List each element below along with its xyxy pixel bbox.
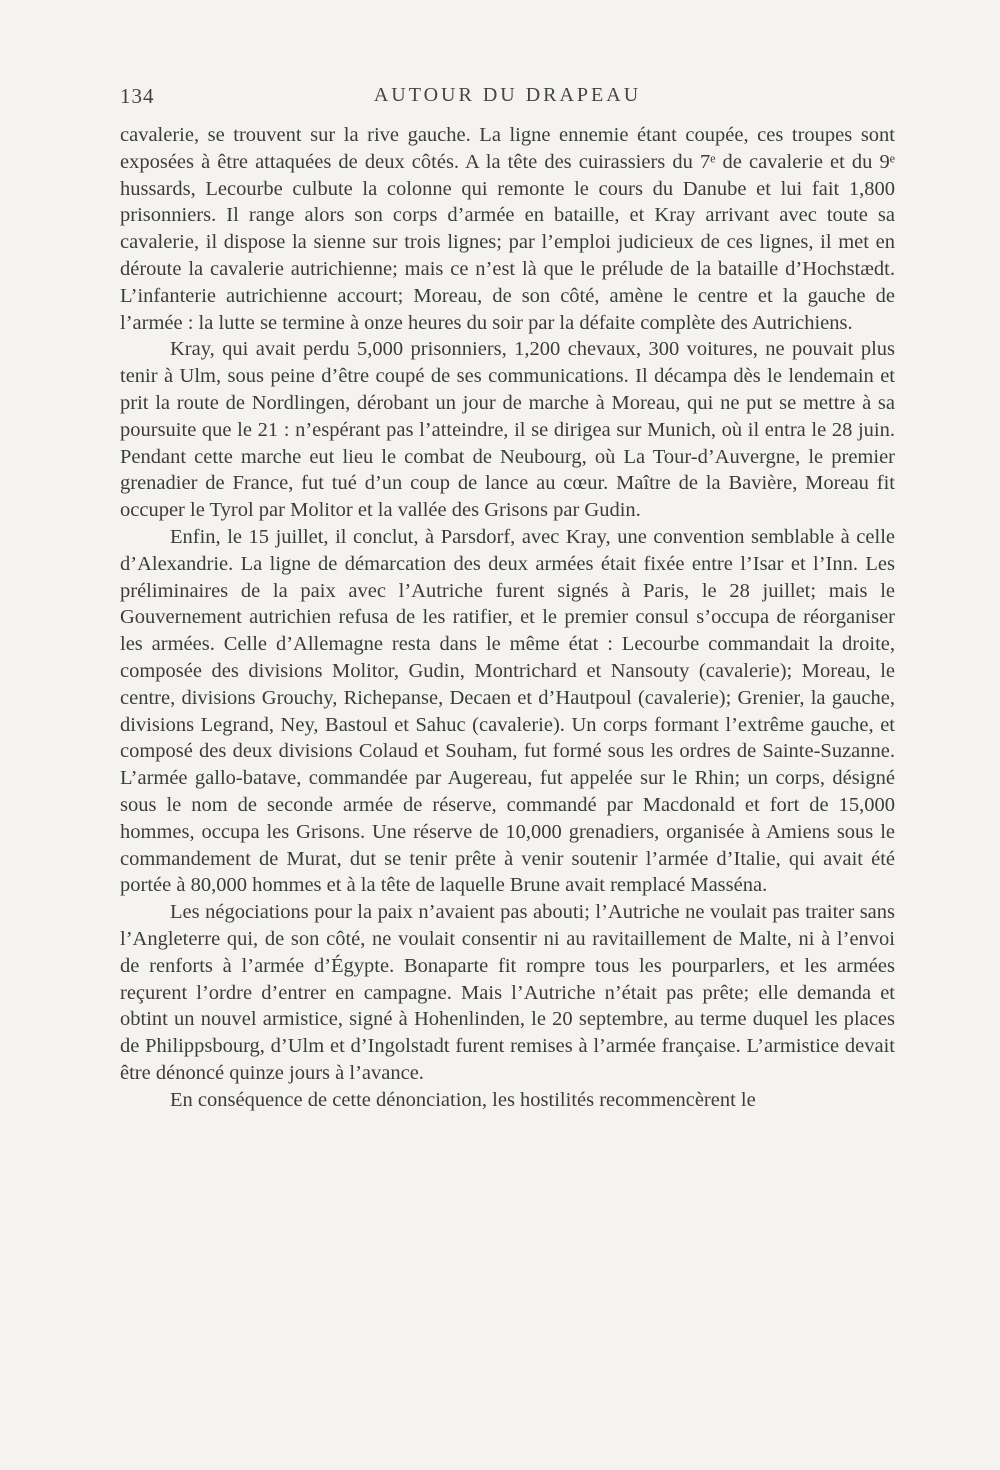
paragraph-continuation: cavalerie, se trouvent sur la rive gauche. La ligne ennemie étant coupée, ces troupes sont exposées à être attaquées de deux côtés. A la tête des cuirassiers du 7ᵉ de cavalerie et du 9ᵉ hussards, Lecourbe culbute la colonne qui remonte le cours du Danube et lui fait 1,800 prisonniers. Il range alors son corps d’armée en bataille, et Kray arrivant avec toute sa cavalerie, il dispose la sienne sur trois lignes; par l’emploi judicieux de ces lignes, il met en déroute la cavalerie autrichienne; mais ce n’est là que le prélude de la bataille d’Hochstædt. L’infanterie autrichienne accourt; Moreau, de son côté, amène le centre et la gauche de l’armée : la lutte se termine à onze heures du soir par la défaite complète des Autrichiens. xyxy=(120,124,895,334)
paragraph-kray: Kray, qui avait perdu 5,000 prisonniers, 1,200 chevaux, 300 voitures, ne pouvait plus tenir à Ulm, sous peine d’être coupé de ses communications. Il décampa dès le lendemain et prit la route de Nordlingen, dérobant un jour de marche à Moreau, qui ne put se mettre à sa poursuite que le 21 : n’espérant pas l’atteindre, il se dirigea sur Munich, où il entra le 28 juin. Pendant cette marche eut lieu le combat de Neubourg, où La Tour-d’Auvergne, le premier grenadier de France, fut tué d’un coup de lance au cœur. Maître de la Bavière, Moreau fit occuper le Tyrol par Molitor et la vallée des Grisons par Gudin. xyxy=(120,338,895,522)
running-head xyxy=(120,84,895,114)
paragraph-consequence: En conséquence de cette dénonciation, les hostilités recommencèrent le xyxy=(170,1088,756,1111)
running-title: AUTOUR DU DRAPEAU xyxy=(373,84,642,106)
paragraph-convention: Enfin, le 15 juillet, il conclut, à Parsdorf, avec Kray, une convention semblable à celle d’Alexandrie. La ligne de démarcation des deux armées était fixée entre l’Isar et l’Inn. Les préliminaires de la paix avec l’Autriche furent signés à Paris, le 28 juillet; mais le Gouvernement autrichien refusa de les ratifier, et le premier consul s’occupa de réorganiser les armées. Celle d’Allemagne resta dans le même état : Lecourbe commandait la droite, composée des divisions Molitor, Gudin, Montrichard et Nansouty (cavalerie); Moreau, le centre, divisions Grouchy, Richepanse, Decaen et d’Hautpoul (cavalerie); Grenier, la gauche, divisions Legrand, Ney, Bastoul et Sahuc (cavalerie). Un corps formant l’extrême gauche, et composé des deux divisions Colaud et Souham, fut formé sous les ordres de Sainte-Suzanne. L’armée gallo-batave, commandée par Augereau, fut appelée sur le Rhin; un corps, désigné sous le nom de seconde armée de réserve, commandé par Macdonald et fort de 15,000 hommes, occupa les Grisons. Une réserve de 10,000 grenadiers, organisée à Amiens sous le commandement de Murat, dut se tenir prête à venir soutenir l’armée d’Italie, qui avait été portée à 80,000 hommes et à la tête de laquelle Brune avait remplacé Masséna. xyxy=(120,525,895,897)
page-number: 134 xyxy=(120,84,155,108)
paragraph-negociations: Les négociations pour la paix n’avaient pas abouti; l’Autriche ne voulait pas traiter sans l’Angleterre qui, de son côté, ne voulait consentir ni au ravitaillement de Malte, ni à l’envoi de renforts à l’armée d’Égypte. Bonaparte fit rompre tous les pourparlers, et les armées reçurent l’ordre d’entrer en campagne. Mais l’Autriche n’était pas prête; elle demanda et obtint un nouvel armistice, signé à Hohenlinden, le 20 septembre, au terme duquel les places de Philippsbourg, d’Ulm et d’Ingolstadt furent remises à l’armée française. L’armistice devait être dénoncé quinze jours à l’avance. xyxy=(120,901,895,1084)
body-text xyxy=(120,122,895,1113)
